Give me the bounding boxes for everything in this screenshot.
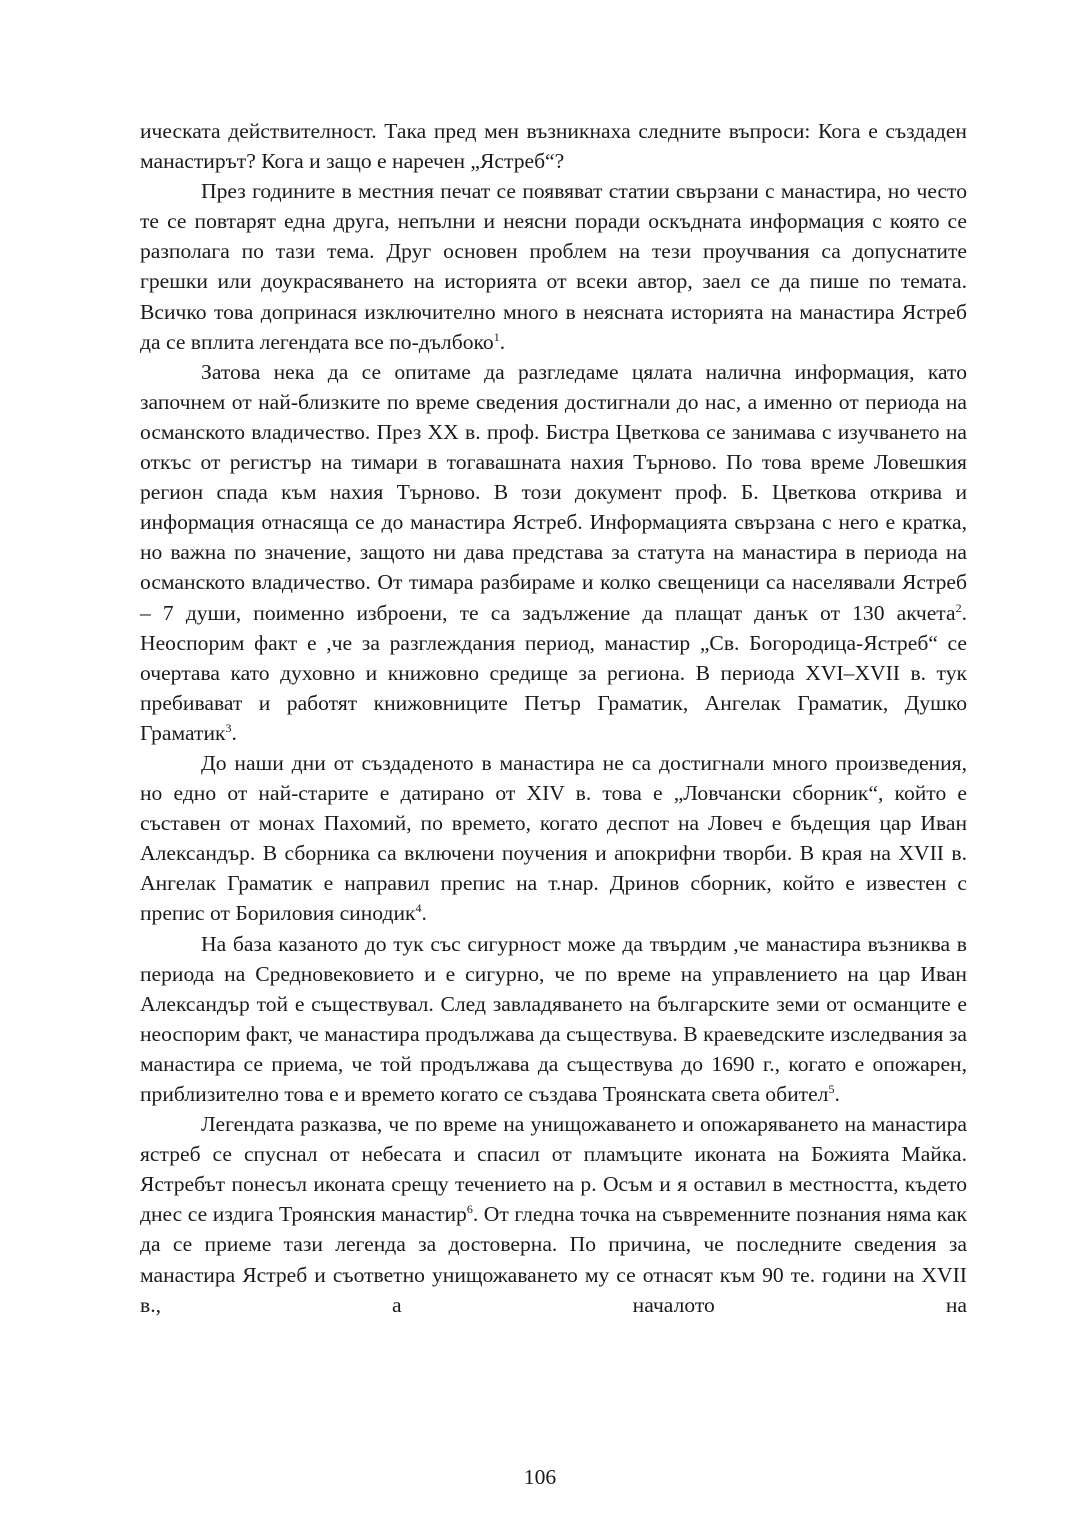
paragraph-text: . xyxy=(421,901,427,926)
page-number: 106 xyxy=(523,1465,557,1489)
paragraph-text: . От гледна точка на съвременните познания няма как да се приеме тази легенда за достоверна. По причина, че последните сведения за манастира Ястреб и съответно унищожаването му се отнасят към 90 те. години на XVII в., а началото на xyxy=(140,1202,967,1317)
paragraph-text: . Неоспорим факт е ,че за разглеждания период, манастир „Св. Богородица-Ястреб“ се очертава като духовно и книжовно средище за региона. В периода XVI–XVII в. тук пребивават и работят книжовниците Петър Граматик, Ангелак Граматик, Душко Граматик xyxy=(140,600,967,745)
paragraph-text: Затова нека да се опитаме да разгледаме цялата налична информация, като започнем от най-близките по време сведения достигнали до нас, а именно от периода на османското владичество. През XX в. проф. Бистра Цветкова се занимава с изучването на откъс от регистър на тимари в тогавашната нахия Търново. По това време Ловешкия регион спада към нахия Търново. В този документ проф. Б. Цветкова открива и информация отнасяща се до манастира Ястреб. Информацията свързана с него е кратка, но важна по значение, защото ни дава представа за статута на манастира в периода на османското владичество. От тимара разбираме и колко свещеници са населявали Ястреб – 7 души, поименно изброени, те са задължение да плащат данък от 130 акчета xyxy=(140,359,967,625)
footnote-ref-5: 5 xyxy=(828,1082,835,1096)
paragraph-5 xyxy=(140,929,967,1110)
paragraph-text: . xyxy=(834,1082,840,1106)
paragraph-6 xyxy=(140,1109,967,1320)
page-body xyxy=(140,116,967,1320)
footnote-ref-4: 4 xyxy=(415,901,422,916)
paragraph-1 xyxy=(140,116,967,176)
paragraph-text: Легендата разказва, че по време на унищожаването и опожаряването на манастира ястреб се спуснал от небесата и спасил от пламъците иконата на Божията Майка. Ястребът понесъл иконата срещу течението на р. Осъм и я оставил в местността, където днес се издига Троянския манастир xyxy=(140,1112,967,1227)
footnote-ref-1: 1 xyxy=(493,329,500,344)
paragraph-text: На база казаното до тук със сигурност може да твърдим ,че манастира възниква в периода на Средновековието и е сигурно, че по време на управлението на цар Иван Александър той е съществувал. След завладяването на българските земи от османците е неоспорим факт, че манастира продължава да съществува. В краеведските изследвания за манастира се приема, че той продължава да съществува до 1690 г., когато е опожарен, приблизително това е и времето когато се създава Троянската света обител xyxy=(140,931,967,1106)
paragraph-2 xyxy=(140,176,967,357)
paragraph-text: . xyxy=(499,329,506,354)
paragraph-text: През годините в местния печат се появяват статии свързани с манастира, но често те се повтарят една друга, непълни и неясни поради оскъдната информация с която се разполага по тази тема. Друг основен проблем на тези проучвания са допуснатите грешки или доукрасяването на историята от всеки автор, заел се да пише по темата. Всичко това допринася изключително много в неясната историята на манастира Ястреб да се вплита легендата все по-дълбоко xyxy=(140,179,967,354)
paragraph-text: До наши дни от създаденото в манастира не са достигнали много произведения, но едно от най-старите е датирано от XIV в. това е „Ловчански сборник“, който е съставен от монах Пахомий, по времето, когато деспот на Ловеч е бъдещия цар Иван Александър. В сборника са включени поучения и апокрифни творби. В края на XVII в. Ангелак Граматик е направил препис на т.нар. Дринов сборник, който е известен с препис от Бориловия синодик xyxy=(140,750,967,926)
paragraph-4 xyxy=(140,748,967,929)
footnote-ref-2: 2 xyxy=(955,600,962,615)
paragraph-text: . xyxy=(231,720,237,745)
paragraph-3 xyxy=(140,357,967,748)
paragraph-text: ическата действителност. Така пред мен възникнаха следните въпроси: Кога е създаден манастирът? Кога и защо е наречен „Ястреб“? xyxy=(140,119,967,174)
footnote-ref-6: 6 xyxy=(466,1202,473,1217)
footnote-ref-3: 3 xyxy=(225,720,232,735)
